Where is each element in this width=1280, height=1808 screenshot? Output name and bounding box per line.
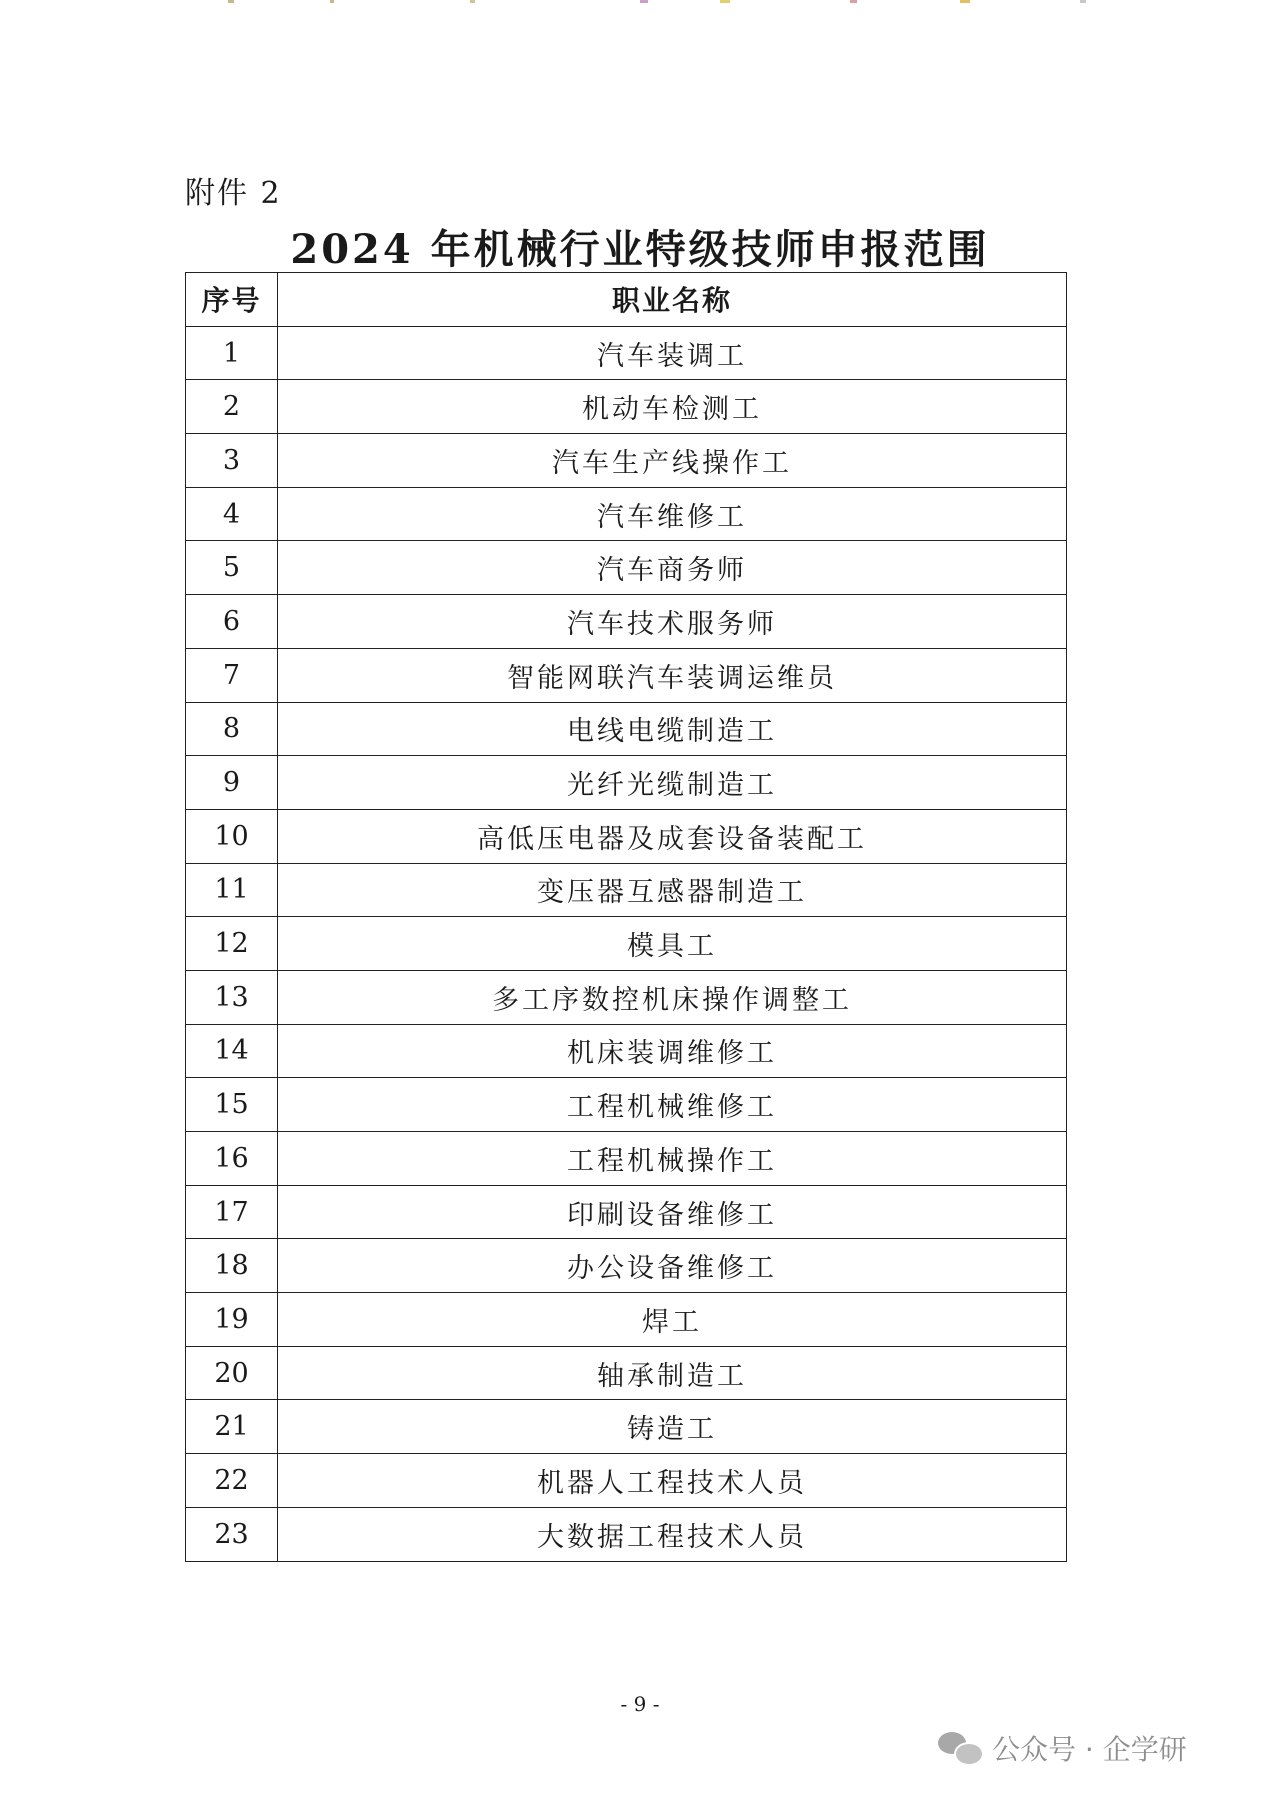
cell-occupation-name: 汽车技术服务师 (278, 595, 1067, 649)
cell-serial-number: 3 (186, 434, 278, 488)
table-row (186, 970, 1067, 1024)
cell-occupation-name: 光纤光缆制造工 (278, 756, 1067, 810)
cell-serial-number: 6 (186, 595, 278, 649)
cell-occupation-name: 模具工 (278, 917, 1067, 971)
cell-occupation-name: 机器人工程技术人员 (278, 1454, 1067, 1508)
cell-serial-number: 8 (186, 702, 278, 756)
cell-serial-number: 20 (186, 1346, 278, 1400)
cell-occupation-name: 汽车商务师 (278, 541, 1067, 595)
cell-serial-number: 9 (186, 756, 278, 810)
attachment-label: 附件 2 (185, 176, 282, 211)
cell-occupation-name: 汽车维修工 (278, 487, 1067, 541)
cell-serial-number: 5 (186, 541, 278, 595)
cell-serial-number: 7 (186, 648, 278, 702)
cell-serial-number: 13 (186, 970, 278, 1024)
table-row (186, 702, 1067, 756)
table-row (186, 1400, 1067, 1454)
table-row (186, 541, 1067, 595)
table-row (186, 809, 1067, 863)
scan-artifacts (0, 0, 1280, 20)
table-row (186, 380, 1067, 434)
cell-serial-number: 23 (186, 1507, 278, 1561)
watermark (938, 1728, 1187, 1768)
cell-occupation-name: 大数据工程技术人员 (278, 1507, 1067, 1561)
cell-occupation-name: 机动车检测工 (278, 380, 1067, 434)
table-row (186, 863, 1067, 917)
wechat-icon (938, 1730, 982, 1766)
cell-occupation-name: 印刷设备维修工 (278, 1185, 1067, 1239)
table-row (186, 917, 1067, 971)
table-row (186, 1024, 1067, 1078)
table-header-row (186, 273, 1067, 327)
cell-serial-number: 22 (186, 1454, 278, 1508)
cell-occupation-name: 铸造工 (278, 1400, 1067, 1454)
cell-occupation-name: 高低压电器及成套设备装配工 (278, 809, 1067, 863)
table-row (186, 1507, 1067, 1561)
cell-serial-number: 17 (186, 1185, 278, 1239)
cell-occupation-name: 轴承制造工 (278, 1346, 1067, 1400)
cell-serial-number: 10 (186, 809, 278, 863)
cell-occupation-name: 智能网联汽车装调运维员 (278, 648, 1067, 702)
table-row (186, 756, 1067, 810)
cell-occupation-name: 办公设备维修工 (278, 1239, 1067, 1293)
cell-serial-number: 18 (186, 1239, 278, 1293)
occupation-table (185, 272, 1067, 1562)
cell-serial-number: 2 (186, 380, 278, 434)
cell-serial-number: 16 (186, 1132, 278, 1186)
cell-occupation-name: 变压器互感器制造工 (278, 863, 1067, 917)
table-row (186, 1132, 1067, 1186)
table-row (186, 1185, 1067, 1239)
table-row (186, 326, 1067, 380)
cell-occupation-name: 机床装调维修工 (278, 1024, 1067, 1078)
table-row (186, 1293, 1067, 1347)
cell-serial-number: 14 (186, 1024, 278, 1078)
cell-serial-number: 21 (186, 1400, 278, 1454)
table-row (186, 487, 1067, 541)
cell-occupation-name: 电线电缆制造工 (278, 702, 1067, 756)
watermark-text: 公众号 · 企学研 (992, 1733, 1187, 1766)
cell-serial-number: 19 (186, 1293, 278, 1347)
table-row (186, 1454, 1067, 1508)
page-number: - 9 - (620, 1692, 660, 1716)
table-row (186, 1346, 1067, 1400)
table-row (186, 434, 1067, 488)
document-title: 2024 年机械行业特级技师申报范围 (290, 226, 990, 273)
cell-occupation-name: 汽车装调工 (278, 326, 1067, 380)
cell-serial-number: 11 (186, 863, 278, 917)
cell-serial-number: 1 (186, 326, 278, 380)
table-row (186, 1078, 1067, 1132)
header-serial-number: 序号 (186, 273, 278, 327)
cell-occupation-name: 工程机械维修工 (278, 1078, 1067, 1132)
table-row (186, 648, 1067, 702)
cell-occupation-name: 多工序数控机床操作调整工 (278, 970, 1067, 1024)
table-row (186, 1239, 1067, 1293)
header-occupation-name: 职业名称 (278, 273, 1067, 327)
cell-occupation-name: 汽车生产线操作工 (278, 434, 1067, 488)
cell-occupation-name: 工程机械操作工 (278, 1132, 1067, 1186)
cell-serial-number: 15 (186, 1078, 278, 1132)
cell-serial-number: 12 (186, 917, 278, 971)
table-row (186, 595, 1067, 649)
cell-occupation-name: 焊工 (278, 1293, 1067, 1347)
cell-serial-number: 4 (186, 487, 278, 541)
